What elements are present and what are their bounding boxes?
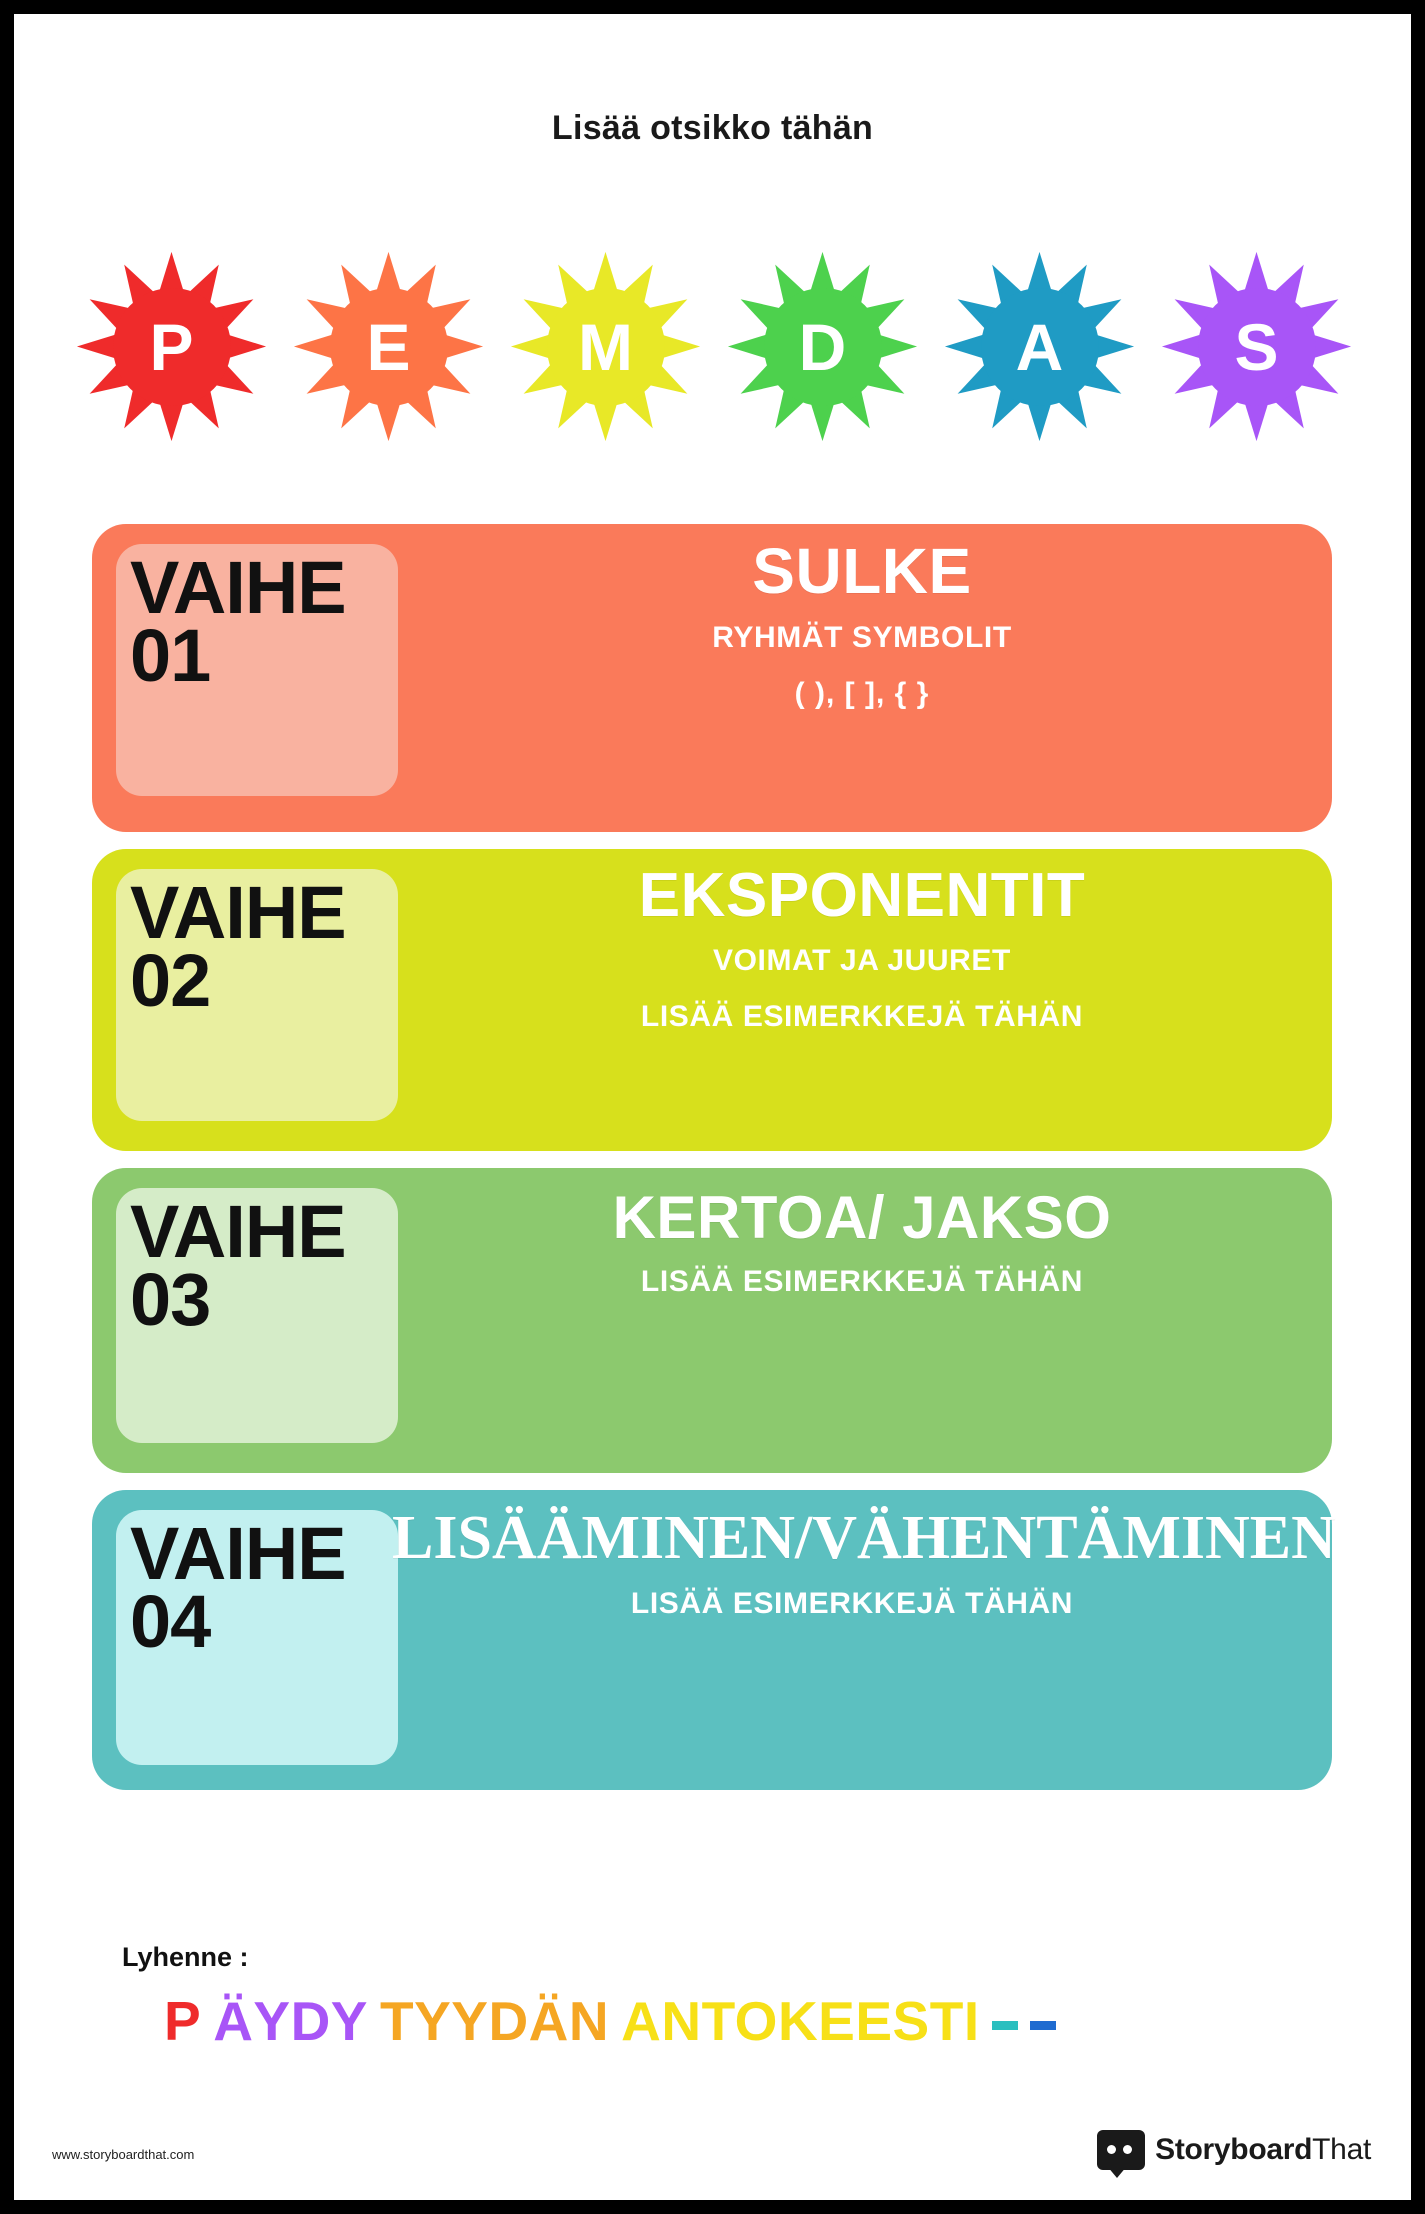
brand-name-bold: Storyboard <box>1155 2133 1313 2166</box>
step-subtitle-3: LISÄÄ ESIMERKKEJÄ TÄHÄN <box>640 1265 1084 1298</box>
brand-logo <box>1097 2130 1371 2170</box>
pemdas-letter-d <box>725 249 920 444</box>
step-card-2 <box>92 849 1332 1151</box>
acronym-word-0: P <box>164 1990 202 2052</box>
pemdas-letter-m <box>508 249 703 444</box>
brand-name <box>1155 2133 1371 2167</box>
step-card-4 <box>92 1490 1336 1790</box>
pemdas-letter-s-disc: S <box>1198 288 1316 406</box>
page-title: Lisää otsikko tähän <box>551 109 874 147</box>
brand-name-light: That <box>1312 2133 1371 2166</box>
acronym-word-2: TYYDÄN <box>380 1990 610 2052</box>
pemdas-letter-s <box>1159 249 1354 444</box>
step-badge-2: VAIHE 02 <box>116 869 398 1121</box>
step-title-1: SULKE <box>752 535 972 607</box>
step-card-1 <box>92 524 1332 832</box>
pemdas-letter-a-disc: A <box>981 288 1099 406</box>
speech-bubble-icon <box>1097 2130 1145 2170</box>
footer-url: www.storyboardthat.com <box>52 2147 195 2162</box>
step-badge-4: VAIHE 04 <box>116 1510 398 1765</box>
acronym-dash-4 <box>992 2021 1018 2030</box>
step-badge-3: VAIHE 03 <box>116 1188 398 1443</box>
step-badge-1: VAIHE 01 <box>116 544 398 796</box>
step-symbols-1: ( ), [ ], { } <box>794 677 930 711</box>
acronym-label: Lyhenne : <box>122 1942 249 1972</box>
pemdas-letter-p-disc: P <box>113 288 231 406</box>
acronym-word-1: ÄYDY <box>213 1990 368 2052</box>
pemdas-letter-m-disc: M <box>547 288 665 406</box>
acronym-dash-5 <box>1030 2021 1056 2030</box>
acronym-line <box>164 1989 1314 2053</box>
step-subtitle-2: VOIMAT JA JUURET <box>713 944 1011 978</box>
step-title-3: KERTOA/ JAKSO <box>612 1184 1112 1251</box>
pemdas-letter-row <box>74 239 1354 454</box>
poster-canvas <box>14 14 1411 2200</box>
step-card-3 <box>92 1168 1332 1473</box>
step-subtitle-4: LISÄÄ ESIMERKKEJÄ TÄHÄN <box>630 1587 1074 1621</box>
acronym-word-3: ANTOKEESTI <box>621 1990 980 2052</box>
step-title-2: EKSPONENTIT <box>638 861 1086 930</box>
step-title-4: LISÄÄMINEN/VÄHENTÄMINEN <box>392 1504 1336 1572</box>
pemdas-letter-a <box>942 249 1137 444</box>
pemdas-letter-p <box>74 249 269 444</box>
step-example-2: LISÄÄ ESIMERKKEJÄ TÄHÄN <box>640 1000 1084 1034</box>
step-subtitle-1: RYHMÄT SYMBOLIT <box>712 621 1012 655</box>
pemdas-letter-e <box>291 249 486 444</box>
pemdas-letter-d-disc: D <box>764 288 882 406</box>
pemdas-letter-e-disc: E <box>330 288 448 406</box>
steps-list <box>92 524 1336 1807</box>
